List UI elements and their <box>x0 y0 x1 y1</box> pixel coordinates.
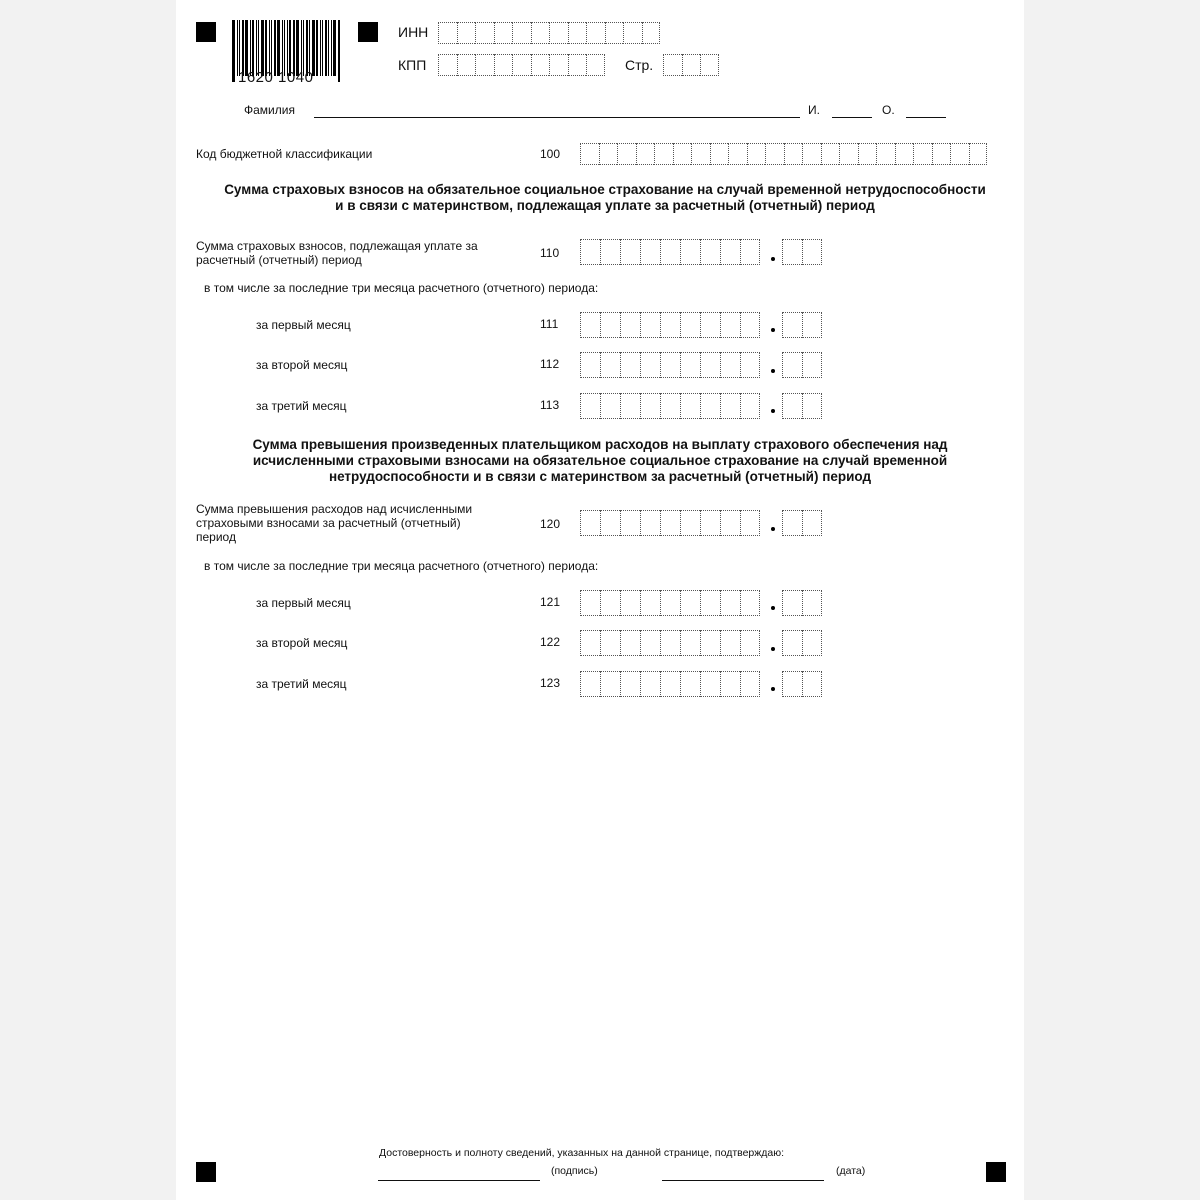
char-cell[interactable] <box>802 590 822 616</box>
char-cell[interactable] <box>620 590 640 616</box>
char-cell[interactable] <box>728 143 747 165</box>
surname-field[interactable] <box>314 117 800 118</box>
barcode-bar <box>284 20 285 76</box>
char-cell[interactable] <box>765 143 784 165</box>
char-cell[interactable] <box>740 590 760 616</box>
char-cell[interactable] <box>680 671 700 697</box>
char-cell[interactable] <box>640 239 660 265</box>
barcode-bar <box>252 20 254 76</box>
char-cell[interactable] <box>549 54 568 76</box>
section1-row2-label: за второй месяц <box>256 358 348 372</box>
char-cell[interactable] <box>802 143 821 165</box>
char-cell[interactable] <box>586 54 605 76</box>
char-cell[interactable] <box>858 143 877 165</box>
section2-row3-label: за третий месяц <box>256 677 347 691</box>
char-cell[interactable] <box>531 54 550 76</box>
char-cell[interactable] <box>660 671 680 697</box>
char-cell[interactable] <box>660 590 680 616</box>
initial-o-field[interactable] <box>906 117 946 118</box>
char-cell[interactable] <box>821 143 840 165</box>
char-cell[interactable] <box>660 352 680 378</box>
section1-subtitle: в том числе за последние три месяца расчетного (отчетного) периода: <box>204 281 599 295</box>
barcode-bar <box>277 20 280 76</box>
char-cell[interactable] <box>600 312 620 338</box>
confirmation-text: Достоверность и полноту сведений, указанных на данной странице, подтверждаю: <box>379 1147 785 1159</box>
date-label: (дата) <box>836 1165 866 1177</box>
barcode-bar <box>338 20 340 82</box>
section2-main-label <box>196 502 516 544</box>
char-cell[interactable] <box>802 239 822 265</box>
decimal-point <box>771 647 775 651</box>
char-cell[interactable] <box>950 143 969 165</box>
barcode-bar <box>232 20 235 82</box>
char-cell[interactable] <box>600 352 620 378</box>
section2-main-label-line3: период <box>196 530 236 544</box>
barcode-bar <box>274 20 276 76</box>
surname-label: Фамилия <box>244 103 295 117</box>
barcode-bar <box>309 20 310 76</box>
char-cell[interactable] <box>740 393 760 419</box>
char-cell[interactable] <box>640 312 660 338</box>
barcode-bar <box>320 20 321 76</box>
barcode-bar <box>328 20 329 76</box>
section2-main-label-line1: Сумма превышения расходов над исчисленными <box>196 502 473 516</box>
char-cell[interactable] <box>680 352 700 378</box>
char-cell[interactable] <box>580 590 600 616</box>
section2-row1-code: 121 <box>540 595 561 609</box>
inn-input[interactable] <box>438 22 660 44</box>
section1-main-code: 110 <box>540 246 560 260</box>
char-cell[interactable] <box>802 352 822 378</box>
char-cell[interactable] <box>494 22 513 44</box>
char-cell[interactable] <box>784 143 803 165</box>
barcode-bar <box>271 20 272 76</box>
barcode-bar <box>265 20 267 76</box>
char-cell[interactable] <box>740 510 760 536</box>
char-cell[interactable] <box>568 22 587 44</box>
section1-heading <box>186 182 1024 214</box>
char-cell[interactable] <box>620 239 640 265</box>
kpp-label: КПП <box>398 57 427 73</box>
barcode-bar <box>301 20 302 76</box>
char-cell[interactable] <box>720 671 740 697</box>
char-cell[interactable] <box>895 143 914 165</box>
decimal-point <box>771 606 775 610</box>
char-cell[interactable] <box>932 143 951 165</box>
char-cell[interactable] <box>660 312 680 338</box>
amount-120-fraction-input[interactable] <box>782 510 822 536</box>
char-cell[interactable] <box>802 630 822 656</box>
char-cell[interactable] <box>720 510 740 536</box>
char-cell[interactable] <box>620 312 640 338</box>
amount-123-fraction-input[interactable] <box>782 671 822 697</box>
section1-main-label-line2: расчетный (отчетный) период <box>196 253 362 267</box>
char-cell[interactable] <box>580 239 600 265</box>
char-cell[interactable] <box>839 143 858 165</box>
char-cell[interactable] <box>457 54 476 76</box>
char-cell[interactable] <box>640 352 660 378</box>
section1-row3-label: за третий месяц <box>256 399 347 413</box>
char-cell[interactable] <box>620 352 640 378</box>
amount-111-fraction-input[interactable] <box>782 312 822 338</box>
barcode-bar <box>296 20 299 76</box>
char-cell[interactable] <box>700 352 720 378</box>
barcode-bar <box>287 20 288 76</box>
char-cell[interactable] <box>640 671 660 697</box>
kbk-label: Код бюджетной классификации <box>196 147 373 161</box>
amount-123-integer-input[interactable] <box>580 671 760 697</box>
char-cell[interactable] <box>710 143 729 165</box>
char-cell[interactable] <box>691 143 710 165</box>
char-cell[interactable] <box>782 630 802 656</box>
amount-113-fraction-input[interactable] <box>782 393 822 419</box>
decimal-point <box>771 687 775 691</box>
char-cell[interactable] <box>642 22 661 44</box>
initial-i-label: И. <box>808 103 820 117</box>
char-cell[interactable] <box>475 22 494 44</box>
char-cell[interactable] <box>680 239 700 265</box>
decimal-point <box>771 527 775 531</box>
amount-122-fraction-input[interactable] <box>782 630 822 656</box>
char-cell[interactable] <box>580 630 600 656</box>
char-cell[interactable] <box>782 352 802 378</box>
registration-marker-top-left <box>196 22 216 42</box>
barcode-bar <box>258 20 259 76</box>
char-cell[interactable] <box>640 510 660 536</box>
char-cell[interactable] <box>680 630 700 656</box>
barcode-bar <box>245 20 248 76</box>
barcode-bar <box>269 20 270 76</box>
char-cell[interactable] <box>782 671 802 697</box>
char-cell[interactable] <box>747 143 766 165</box>
char-cell[interactable] <box>660 630 680 656</box>
barcode-bar <box>303 20 304 76</box>
form-sheet <box>176 0 1024 1200</box>
char-cell[interactable] <box>720 312 740 338</box>
char-cell[interactable] <box>580 393 600 419</box>
char-cell[interactable] <box>660 239 680 265</box>
initial-o-label: О. <box>882 103 895 117</box>
kpp-input[interactable] <box>438 54 605 76</box>
char-cell[interactable] <box>620 393 640 419</box>
char-cell[interactable] <box>673 143 692 165</box>
char-cell[interactable] <box>475 54 494 76</box>
char-cell[interactable] <box>720 393 740 419</box>
barcode-number: 1620 1040 <box>238 69 314 86</box>
char-cell[interactable] <box>620 510 640 536</box>
char-cell[interactable] <box>599 143 618 165</box>
section2-row1-label: за первый месяц <box>256 596 351 610</box>
char-cell[interactable] <box>876 143 895 165</box>
section2-main-label-line2: страховыми взносами за расчетный (отчетный) <box>196 516 461 530</box>
char-cell[interactable] <box>600 239 620 265</box>
barcode-bar <box>256 20 257 76</box>
char-cell[interactable] <box>700 510 720 536</box>
char-cell[interactable] <box>531 22 550 44</box>
section1-main-label <box>196 239 516 267</box>
char-cell[interactable] <box>620 630 640 656</box>
char-cell[interactable] <box>802 510 822 536</box>
registration-marker-bottom-right <box>986 1162 1006 1182</box>
section2-heading-line2: исчисленными страховыми взносами на обязательное социальное страхование на случай временной <box>252 453 948 468</box>
decimal-point <box>771 369 775 373</box>
amount-122-integer-input[interactable] <box>580 630 760 656</box>
section2-row2-label: за второй месяц <box>256 636 348 650</box>
amount-121-integer-input[interactable] <box>580 590 760 616</box>
char-cell[interactable] <box>600 393 620 419</box>
char-cell[interactable] <box>782 590 802 616</box>
char-cell[interactable] <box>802 393 822 419</box>
char-cell[interactable] <box>700 393 720 419</box>
section1-row1-label: за первый месяц <box>256 318 351 332</box>
amount-121-fraction-input[interactable] <box>782 590 822 616</box>
section2-heading <box>176 437 1024 485</box>
char-cell[interactable] <box>640 590 660 616</box>
section2-main-code: 120 <box>540 517 561 531</box>
char-cell[interactable] <box>720 590 740 616</box>
registration-marker-bottom-left <box>196 1162 216 1182</box>
char-cell[interactable] <box>457 22 476 44</box>
char-cell[interactable] <box>660 510 680 536</box>
section1-heading-line1: Сумма страховых взносов на обязательное социальное страхование на случай временной нетрудоспособности <box>224 182 986 197</box>
char-cell[interactable] <box>782 239 802 265</box>
amount-110-fraction-input[interactable] <box>782 239 822 265</box>
char-cell[interactable] <box>512 22 531 44</box>
section1-heading-line2: и в связи с материнством, подлежащая уплате за расчетный (отчетный) период <box>335 198 875 213</box>
char-cell[interactable] <box>617 143 636 165</box>
char-cell[interactable] <box>600 630 620 656</box>
char-cell[interactable] <box>802 312 822 338</box>
char-cell[interactable] <box>720 239 740 265</box>
decimal-point <box>771 257 775 261</box>
char-cell[interactable] <box>740 630 760 656</box>
date-field[interactable] <box>662 1180 824 1181</box>
section1-row2-code: 112 <box>540 357 560 371</box>
char-cell[interactable] <box>913 143 932 165</box>
char-cell[interactable] <box>654 143 673 165</box>
char-cell[interactable] <box>438 22 457 44</box>
char-cell[interactable] <box>680 393 700 419</box>
char-cell[interactable] <box>740 239 760 265</box>
amount-113-integer-input[interactable] <box>580 393 760 419</box>
char-cell[interactable] <box>969 143 988 165</box>
amount-120-integer-input[interactable] <box>580 510 760 536</box>
section2-heading-line3: нетрудоспособности и в связи с материнством за расчетный (отчетный) период <box>328 469 872 484</box>
char-cell[interactable] <box>636 143 655 165</box>
char-cell[interactable] <box>580 312 600 338</box>
char-cell[interactable] <box>700 590 720 616</box>
char-cell[interactable] <box>580 671 600 697</box>
char-cell[interactable] <box>740 671 760 697</box>
char-cell[interactable] <box>782 393 802 419</box>
char-cell[interactable] <box>700 54 719 76</box>
section1-row1-code: 111 <box>540 317 559 331</box>
char-cell[interactable] <box>700 671 720 697</box>
char-cell[interactable] <box>494 54 513 76</box>
decimal-point <box>771 328 775 332</box>
barcode-bar <box>242 20 244 76</box>
section2-subtitle: в том числе за последние три месяца расчетного (отчетного) периода: <box>204 559 599 573</box>
section2-row2-code: 122 <box>540 635 561 649</box>
char-cell[interactable] <box>580 510 600 536</box>
inn-label: ИНН <box>398 24 429 40</box>
char-cell[interactable] <box>720 630 740 656</box>
char-cell[interactable] <box>580 352 600 378</box>
barcode-bar <box>333 20 336 76</box>
barcode-bar <box>306 20 308 76</box>
barcode-bar <box>289 20 291 76</box>
char-cell[interactable] <box>663 54 682 76</box>
barcode-bar <box>250 20 251 76</box>
char-cell[interactable] <box>549 22 568 44</box>
char-cell[interactable] <box>438 54 457 76</box>
char-cell[interactable] <box>620 671 640 697</box>
char-cell[interactable] <box>700 630 720 656</box>
char-cell[interactable] <box>720 352 740 378</box>
char-cell[interactable] <box>640 393 660 419</box>
char-cell[interactable] <box>740 352 760 378</box>
char-cell[interactable] <box>623 22 642 44</box>
barcode-bar <box>261 20 264 76</box>
initial-i-field[interactable] <box>832 117 872 118</box>
barcode-bar <box>322 20 323 76</box>
barcode-bar <box>331 20 332 76</box>
barcode-bar <box>239 20 240 76</box>
barcode-bar <box>316 20 318 76</box>
section2-row3-code: 123 <box>540 676 561 690</box>
char-cell[interactable] <box>680 510 700 536</box>
char-cell[interactable] <box>600 671 620 697</box>
barcode-bar <box>282 20 283 76</box>
char-cell[interactable] <box>700 239 720 265</box>
char-cell[interactable] <box>680 312 700 338</box>
signature-label: (подпись) <box>551 1165 598 1177</box>
char-cell[interactable] <box>605 22 624 44</box>
char-cell[interactable] <box>700 312 720 338</box>
barcode-bar <box>312 20 315 76</box>
char-cell[interactable] <box>802 671 822 697</box>
barcode-bar <box>293 20 295 76</box>
char-cell[interactable] <box>680 590 700 616</box>
section1-row3-code: 113 <box>540 398 560 412</box>
amount-112-integer-input[interactable] <box>580 352 760 378</box>
char-cell[interactable] <box>782 312 802 338</box>
char-cell[interactable] <box>740 312 760 338</box>
char-cell[interactable] <box>660 393 680 419</box>
char-cell[interactable] <box>600 510 620 536</box>
char-cell[interactable] <box>580 143 599 165</box>
decimal-point <box>771 409 775 413</box>
char-cell[interactable] <box>586 22 605 44</box>
section2-heading-line1: Сумма превышения произведенных плательщиком расходов на выплату страхового обеспечения над <box>252 437 948 452</box>
barcode-bar <box>325 20 327 76</box>
char-cell[interactable] <box>682 54 701 76</box>
page-number-input[interactable] <box>663 54 719 76</box>
registration-marker-top-middle <box>358 22 378 42</box>
kbk-input[interactable] <box>580 143 987 165</box>
amount-110-integer-input[interactable] <box>580 239 760 265</box>
page-label: Стр. <box>625 57 654 73</box>
section1-main-label-line1: Сумма страховых взносов, подлежащая уплате за <box>196 239 478 253</box>
barcode-bar <box>237 20 238 76</box>
char-cell[interactable] <box>512 54 531 76</box>
amount-111-integer-input[interactable] <box>580 312 760 338</box>
signature-field[interactable] <box>378 1180 540 1181</box>
char-cell[interactable] <box>568 54 587 76</box>
amount-112-fraction-input[interactable] <box>782 352 822 378</box>
char-cell[interactable] <box>640 630 660 656</box>
char-cell[interactable] <box>600 590 620 616</box>
kbk-code: 100 <box>540 147 561 161</box>
char-cell[interactable] <box>782 510 802 536</box>
